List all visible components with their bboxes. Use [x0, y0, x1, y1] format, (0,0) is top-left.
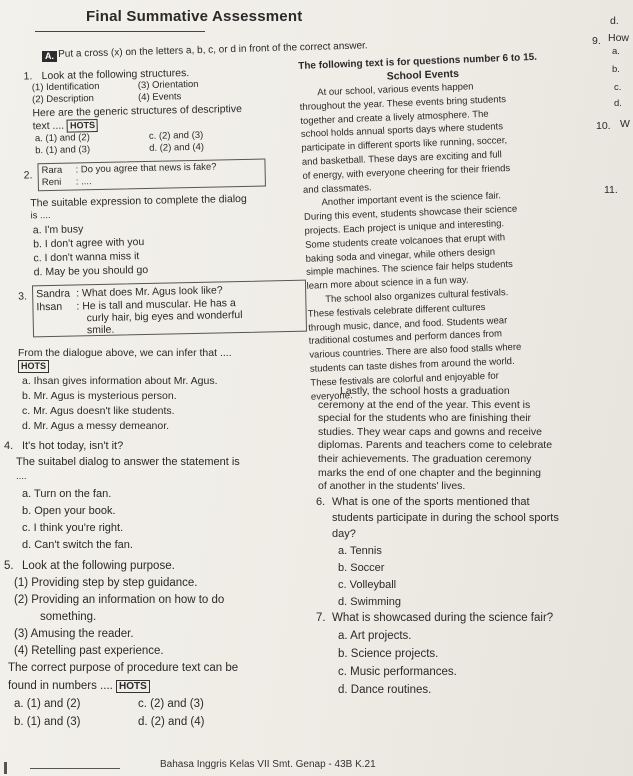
- q3-option-b[interactable]: b. Mr. Agus is mysterious person.: [22, 390, 177, 402]
- q6-option-d[interactable]: d. Swimming: [338, 596, 401, 608]
- reading-line: and basketball. These days are exciting and full: [301, 149, 502, 168]
- q1-structure-4: (4) Events: [137, 91, 182, 104]
- reading-line: These festivals are colorful and enjoyable for: [310, 370, 500, 389]
- q1-structure-1: (1) Identification: [31, 80, 100, 94]
- reading-line: throughout the year. These events bring students: [299, 93, 507, 113]
- q3-speaker-1: Sandra: [36, 287, 71, 301]
- footer-marker-icon: [4, 762, 7, 774]
- q5-purpose-3: (3) Amusing the reader.: [14, 628, 134, 640]
- margin-letter-d2: d.: [614, 98, 622, 109]
- reading-line: The school also organizes cultural festivals.: [325, 287, 509, 306]
- q7-option-d[interactable]: d. Dance routines.: [338, 684, 432, 696]
- q7-number: 7.: [316, 612, 326, 624]
- reading-line: and classmates.: [302, 181, 372, 196]
- margin-question-9: 9.: [592, 35, 601, 47]
- q6-stem-3: day?: [332, 528, 356, 540]
- q5-purpose-2b: something.: [40, 611, 97, 623]
- q5-hots-badge: HOTS: [116, 680, 150, 693]
- q1-structure-2: (2) Description: [31, 93, 94, 106]
- margin-letter-d: d.: [610, 15, 619, 27]
- q1-structure-3: (3) Orientation: [137, 78, 199, 92]
- reading-line: school holds annual sports days where students: [300, 121, 504, 141]
- q3-number: 3.: [18, 290, 28, 303]
- page-footer: Bahasa Inggris Kelas VII Smt. Genap - 43B K.21: [160, 759, 376, 770]
- q2-speaker-1: Rara: [41, 164, 63, 177]
- q5-stem: Look at the following purpose.: [22, 560, 175, 572]
- q7-option-b[interactable]: b. Science projects.: [338, 648, 439, 660]
- q4-option-c[interactable]: c. I think you're right.: [22, 522, 124, 534]
- reading-line: diplomas. Parents and teachers come to celebrate: [318, 439, 553, 452]
- q4-option-d[interactable]: d. Can't switch the fan.: [22, 539, 133, 551]
- reading-line: Lastly, the school hosts a graduation: [340, 385, 510, 397]
- margin-text-w: W: [620, 118, 630, 130]
- margin-letter-a: a.: [612, 46, 620, 57]
- q6-stem-1: What is one of the sports mentioned that: [332, 496, 530, 508]
- q6-stem-2: students participate in during the school sports: [332, 512, 559, 524]
- q3-dialog-line-2a: : He is tall and muscular. He has a: [76, 297, 236, 313]
- q5-purpose-1: (1) Providing step by step guidance.: [14, 577, 198, 589]
- q5-purpose-4: (4) Retelling past experience.: [14, 645, 164, 657]
- reading-line: At our school, various events happen: [317, 81, 474, 99]
- footer-rule: [30, 768, 120, 769]
- reading-line: traditional costumes and perform dances from: [308, 328, 503, 348]
- q4-option-a[interactable]: a. Turn on the fan.: [22, 488, 112, 500]
- q1-stem: Look at the following structures.: [41, 67, 190, 83]
- q7-option-c[interactable]: c. Music performances.: [338, 666, 457, 678]
- reading-line: baking soda and vinegar, while others design: [305, 246, 496, 265]
- reading-line: learn more about science in a fun way.: [306, 274, 469, 293]
- q5-option-a[interactable]: a. (1) and (2): [14, 698, 81, 710]
- q2-option-c[interactable]: c. I don't wanna miss it: [33, 250, 140, 265]
- section-label: A.: [42, 51, 57, 62]
- reading-line: through music, dance, and food. Students wear: [308, 314, 508, 334]
- q2-stem-1: The suitable expression to complete the dialog: [30, 192, 247, 210]
- q3-speaker-2: Ihsan: [36, 300, 63, 314]
- reading-line: students can taste dishes from around the world.: [309, 355, 515, 375]
- q6-number: 6.: [316, 496, 326, 508]
- reading-line: Some students create volcanoes that erupt with: [304, 231, 506, 251]
- q5-option-d[interactable]: d. (2) and (4): [138, 716, 205, 728]
- q5-option-c[interactable]: c. (2) and (3): [138, 698, 204, 710]
- q6-option-a[interactable]: a. Tennis: [338, 545, 382, 557]
- q3-dialog-line-2b: curly hair, big eyes and wonderful: [86, 308, 243, 325]
- q3-hots-badge: HOTS: [18, 360, 49, 373]
- instruction-text: Put a cross (x) on the letters a, b, c, or d in front of the correct answer.: [58, 40, 368, 60]
- q2-stem-2: is ....: [30, 209, 51, 222]
- reading-line: studies. They wear caps and gowns and receive: [318, 425, 542, 438]
- q5-option-b[interactable]: b. (1) and (3): [14, 716, 81, 728]
- margin-question-10: 10.: [596, 120, 611, 132]
- q3-stem: From the dialogue above, we can infer that ....: [18, 347, 232, 359]
- reading-line: marks the end of one chapter and the beginning: [318, 466, 541, 479]
- q3-option-a[interactable]: a. Ihsan gives information about Mr. Agus.: [22, 375, 218, 387]
- q2-dialog-line-2: : ....: [75, 176, 92, 188]
- q5-question-row-2: [8, 680, 150, 693]
- reading-line: simple machines. The science fair helps students: [305, 259, 514, 279]
- q2-dialog-line-1: : Do you agree that news is fake?: [75, 161, 217, 176]
- margin-letter-b: b.: [612, 64, 620, 75]
- q4-stem-3: ....: [16, 471, 27, 482]
- q1-option-c[interactable]: c. (2) and (3): [148, 129, 204, 142]
- reading-line: participate in different sports like running, soccer,: [301, 135, 508, 155]
- q6-option-b[interactable]: b. Soccer: [338, 562, 385, 574]
- q5-question-2: found in numbers ....: [8, 680, 113, 692]
- reading-line: During this event, students showcase their science: [303, 203, 518, 224]
- q1-option-d[interactable]: d. (2) and (4): [149, 141, 205, 154]
- q3-option-c[interactable]: c. Mr. Agus doesn't like students.: [22, 405, 175, 417]
- margin-text-how: How: [608, 32, 630, 44]
- q6-option-c[interactable]: c. Volleyball: [338, 579, 397, 591]
- page-title: Final Summative Assessment: [86, 8, 303, 25]
- q2-number: 2.: [23, 169, 33, 182]
- reading-line: projects. Each project is unique and interesting.: [304, 218, 505, 237]
- reading-line: of energy, with everyone cheering for their friends: [302, 162, 511, 182]
- reading-line: everyone.: [310, 389, 353, 403]
- q1-option-a[interactable]: a. (1) and (2): [34, 132, 90, 145]
- q1-number: 1.: [23, 70, 33, 83]
- q2-option-a[interactable]: a. I'm busy: [32, 223, 84, 237]
- q1-hots-badge: HOTS: [67, 119, 98, 133]
- q1-option-b[interactable]: b. (1) and (3): [35, 144, 91, 157]
- margin-question-11: 11.: [604, 184, 618, 196]
- reading-line: various countries. There are also food stalls where: [309, 341, 522, 361]
- q4-stem-2: The suitabel dialog to answer the statement is: [16, 456, 240, 468]
- margin-letter-c: c.: [614, 82, 622, 93]
- q3-dialog-line-2c: smile.: [86, 323, 115, 337]
- reading-line: ceremony at the end of the year. This event is: [318, 398, 531, 411]
- q2-option-b[interactable]: b. I don't agree with you: [32, 236, 145, 251]
- reading-line: special for the students who are finishing their: [318, 412, 532, 425]
- reading-line: their achievements. The graduation ceremony: [318, 453, 532, 465]
- q1-question-line: Here are the generic structures of descriptive: [32, 102, 242, 120]
- reading-intro: The following text is for questions number 6 to 15.: [298, 51, 538, 72]
- reading-line: together and create a lively atmosphere. The: [300, 108, 489, 127]
- q5-purpose-2a: (2) Providing an information on how to do: [14, 594, 225, 606]
- reading-title: School Events: [386, 67, 460, 83]
- reading-line: Another important event is the science fair.: [321, 190, 502, 209]
- q3-dialog-line-1: : What does Mr. Agus look like?: [76, 284, 223, 300]
- q5-question-1: The correct purpose of procedure text can be: [8, 662, 239, 674]
- q4-number: 4.: [4, 440, 14, 452]
- q4-option-b[interactable]: b. Open your book.: [22, 505, 116, 517]
- q1-question-ellipsis: text ....: [32, 119, 65, 133]
- q4-stem-1: It's hot today, isn't it?: [22, 440, 124, 452]
- q2-speaker-2: Reni: [41, 176, 62, 189]
- q5-number: 5.: [4, 560, 14, 572]
- reading-line: These festivals celebrate different cultures: [307, 301, 486, 320]
- q3-hots-row: [18, 360, 49, 373]
- q7-option-a[interactable]: a. Art projects.: [338, 630, 412, 642]
- q2-option-d[interactable]: d. May be you should go: [33, 263, 149, 279]
- q7-stem: What is showcased during the science fair?: [332, 612, 554, 624]
- reading-line: of another in the students' lives.: [318, 480, 466, 493]
- q3-option-d[interactable]: d. Mr. Agus a messy demeanor.: [22, 420, 170, 432]
